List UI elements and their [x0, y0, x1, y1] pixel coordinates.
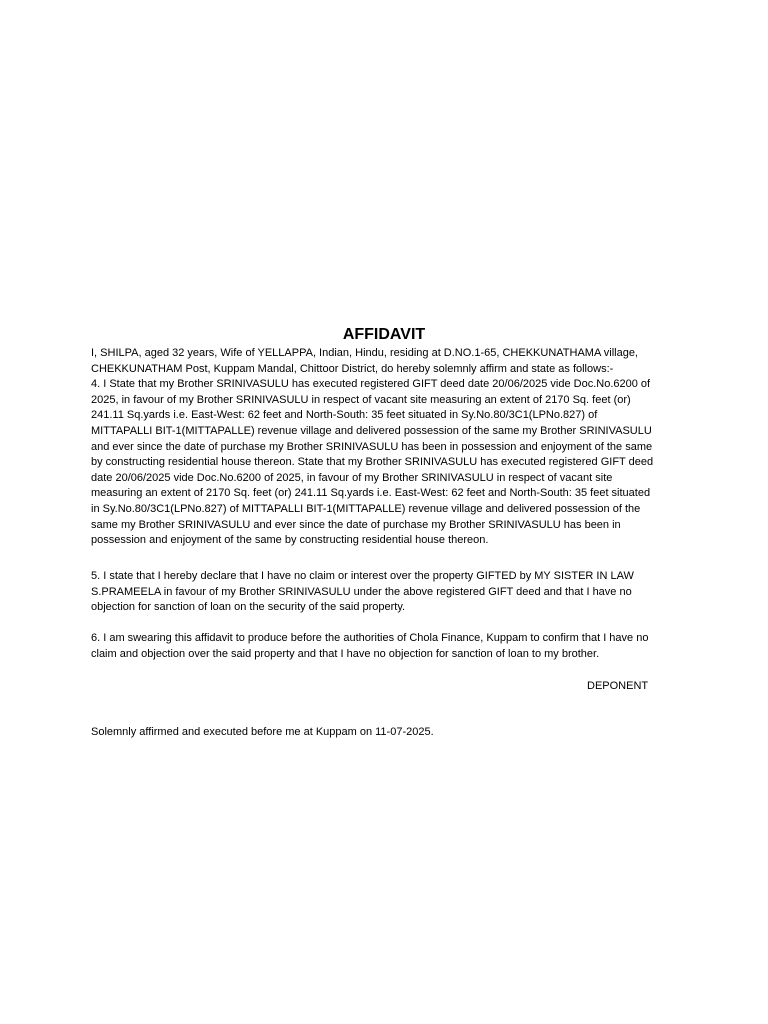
intro-line: possession and enjoyment of the same by constructing residential house thereon.	[91, 534, 489, 547]
intro-line: 4. I State that my Brother SRINIVASULU has executed registered GIFT deed date 20/06/2025 vide Doc.No.6200 of	[91, 378, 651, 391]
intro-line: CHEKKUNATHAM Post, Kuppam Mandal, Chittoor District, do hereby solemnly affirm and state as follows:-	[91, 362, 614, 375]
deponent-label: DEPONENT	[587, 680, 649, 692]
intro-line: by constructing residential house thereon. State that my Brother SRINIVASULU has executed registered GIFT deed	[91, 456, 654, 469]
paragraph-6-line: 6. I am swearing this affidavit to produce before the authorities of Chola Finance, Kuppam to confirm that I have no	[91, 632, 649, 644]
paragraph-5-line: 5. I state that I hereby declare that I have no claim or interest over the property GIFTED by MY SISTER IN LAW	[91, 570, 634, 582]
paragraph-5-line: S.PRAMEELA in favour of my Brother SRINIVASULU under the above registered GIFT deed and that I have no	[91, 585, 632, 598]
intro-line: same my Brother SRINIVASULU and ever since the date of purchase my Brother SRINIVASULU has been in	[91, 518, 621, 531]
document-title: AFFIDAVIT	[342, 326, 426, 343]
intro-line: MITTAPALLI BIT-1(MITTAPALLE) revenue village and delivered possession of the same my Brother SRINIVASULU	[91, 424, 652, 437]
paragraph-5-line: objection for sanction of loan on the security of the said property.	[91, 601, 406, 614]
intro-line: date 20/06/2025 vide Doc.No.6200 of 2025, in favour of my Brother SRINIVASULU in respect of vacant site	[91, 471, 613, 484]
intro-line: 2025, in favour of my Brother SRINIVASULU in respect of vacant site measuring an extent of 2170 Sq. feet (or)	[91, 393, 631, 406]
intro-line: I, SHILPA, aged 32 years, Wife of YELLAPPA, Indian, Hindu, residing at D.NO.1-65, CHEKKUNATHAMA village,	[91, 347, 638, 359]
paragraph-6	[91, 631, 665, 662]
paragraph-5	[91, 569, 665, 616]
intro-line: and ever since the date of purchase my Brother SRINIVASULU has been in possession and enjoyment of the same	[91, 440, 653, 453]
intro-paragraph	[91, 346, 665, 549]
intro-line: measuring an extent of 2170 Sq. feet (or) 241.11 Sq.yards i.e. East-West: 62 feet and North-South: 35 feet situated	[91, 487, 651, 500]
paragraph-6-line: claim and objection over the said property and that I have no objection for sanction of loan to my brother.	[91, 647, 600, 660]
intro-line: 241.11 Sq.yards i.e. East-West: 62 feet and North-South: 35 feet situated in Sy.No.80/3C1(LPNo.827) of	[91, 409, 598, 422]
affirmation-line: Solemnly affirmed and executed before me at Kuppam on 11-07-2025.	[91, 726, 434, 738]
intro-line: in Sy.No.80/3C1(LPNo.827) of MITTAPALLI BIT-1(MITTAPALLE) revenue village and delivered possession of the	[91, 502, 641, 515]
